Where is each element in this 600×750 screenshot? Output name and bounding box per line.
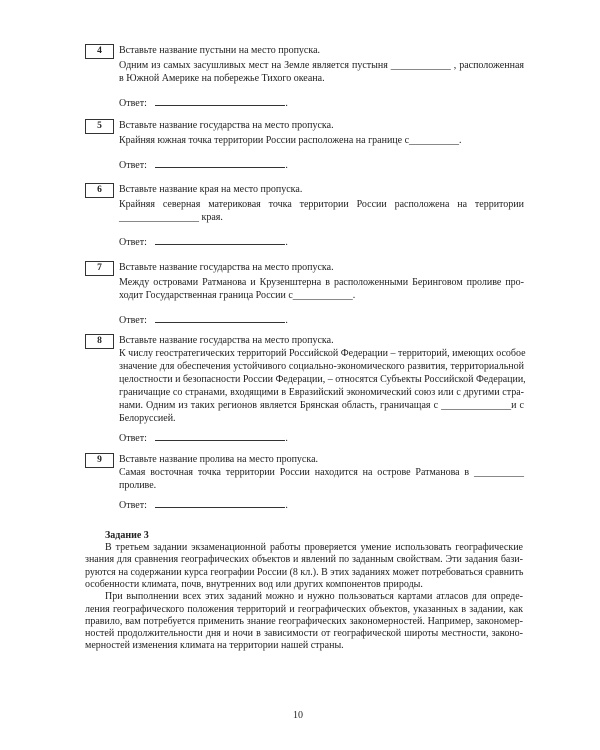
section-text-line: ностей продолжительности дня и ночи в зависимости от географической широты местности, законо- <box>85 628 523 640</box>
task-text-line: Одним из самых засушливых мест на Земле является пустыня ____________ , расположенная <box>119 60 524 71</box>
section-text-line: мерностей изменения климата на территории нашей страны. <box>85 640 344 652</box>
page-number: 10 <box>293 710 303 721</box>
answer-field[interactable] <box>155 313 285 323</box>
task-text-line: Белоруссией. <box>119 413 176 424</box>
task-text-line: ходит Государственная граница России с____________. <box>119 290 356 301</box>
answer-field[interactable] <box>155 235 285 245</box>
answer-row: Ответ: . <box>119 500 288 511</box>
task-text-line: в Южной Америке на побережье Тихого океана. <box>119 73 325 84</box>
answer-row: Ответ: . <box>119 237 288 248</box>
answer-label: Ответ: <box>119 160 147 171</box>
task-prompt: Вставьте название государства на место пропуска. <box>119 335 334 346</box>
section-text-line: знания для сравнения географических объектов и явлений по заданным свойствам. Эти задания бази- <box>85 554 523 566</box>
task-prompt: Вставьте название государства на место пропуска. <box>119 262 334 273</box>
task-text-line: Самая восточная точка территории России находится на острове Ратманова в __________ <box>119 467 524 478</box>
task-text-line: Крайняя южная точка территории России расположена на границе с__________. <box>119 135 462 146</box>
task-text-line: Крайняя северная материковая точка территории России расположена на территории <box>119 199 524 210</box>
answer-row: Ответ: . <box>119 160 288 171</box>
section-text-line: руются на содержании курса географии России (8 кл.). В этих заданиях может потребоваться сравнить <box>85 566 524 578</box>
answer-field[interactable] <box>155 431 285 441</box>
task-text-line: граничащие со странами, входящими в Евразийский экономический союз или с другими стра- <box>119 387 524 398</box>
task-prompt: Вставьте название государства на место пропуска. <box>119 120 334 131</box>
answer-row: Ответ: . <box>119 315 288 326</box>
answer-label: Ответ: <box>119 315 147 326</box>
task-text-line: Между островами Ратманова и Крузенштерна в расположенными Беринговом проливе про- <box>119 277 524 288</box>
answer-label: Ответ: <box>119 500 147 511</box>
answer-field[interactable] <box>155 498 285 508</box>
answer-row: Ответ: . <box>119 433 288 444</box>
section-text-line: ления географического положения территорий и географических объектов, указанных в задании, как <box>85 603 523 615</box>
task-prompt: Вставьте название края на место пропуска. <box>119 184 303 195</box>
section-title: Задание 3 <box>105 530 149 541</box>
section-text-line: При выполнении всех этих заданий можно и нужно пользоваться картами атласов для опреде- <box>105 591 523 603</box>
task-prompt: Вставьте название пролива на место пропуска. <box>119 454 319 465</box>
answer-field[interactable] <box>155 158 285 168</box>
task-number-box: 4 <box>85 44 114 59</box>
task-text-line: проливе. <box>119 480 157 491</box>
task-number-box: 9 <box>85 453 114 468</box>
task-number-box: 7 <box>85 261 114 276</box>
answer-label: Ответ: <box>119 98 147 109</box>
task-number-box: 8 <box>85 334 114 349</box>
answer-label: Ответ: <box>119 433 147 444</box>
task-prompt: Вставьте название пустыни на место пропуска. <box>119 45 321 56</box>
section-text-line: особенности климата, почв, внутренних вод или других компонентов природы. <box>85 578 423 590</box>
section-text-line: правило, вам потребуется применить знание географических закономерностей. Например, закономер- <box>85 615 523 627</box>
answer-field[interactable] <box>155 96 285 106</box>
answer-label: Ответ: <box>119 237 147 248</box>
task-text-line: ________________ края. <box>119 212 223 223</box>
task-number-box: 5 <box>85 119 114 134</box>
task-text-line: нами. Одним из таких регионов является Брянская область, граничащая с ______________и с <box>119 400 524 411</box>
task-text-line: значение для обеспечения устойчивого социально-экономического развития, территориальной <box>119 361 524 372</box>
task-number-box: 6 <box>85 183 114 198</box>
section-text-line: В третьем задании экзаменационной работы проверяется умение использовать географические <box>105 542 523 553</box>
answer-row: Ответ: . <box>119 98 288 109</box>
task-text-line: целостности и безопасности России Федерации, – относятся Субъекты Российской Федерации, <box>119 374 526 385</box>
task-text-line: К числу геостратегических территорий Российской Федерации – территорий, имеющих особое <box>119 348 526 359</box>
